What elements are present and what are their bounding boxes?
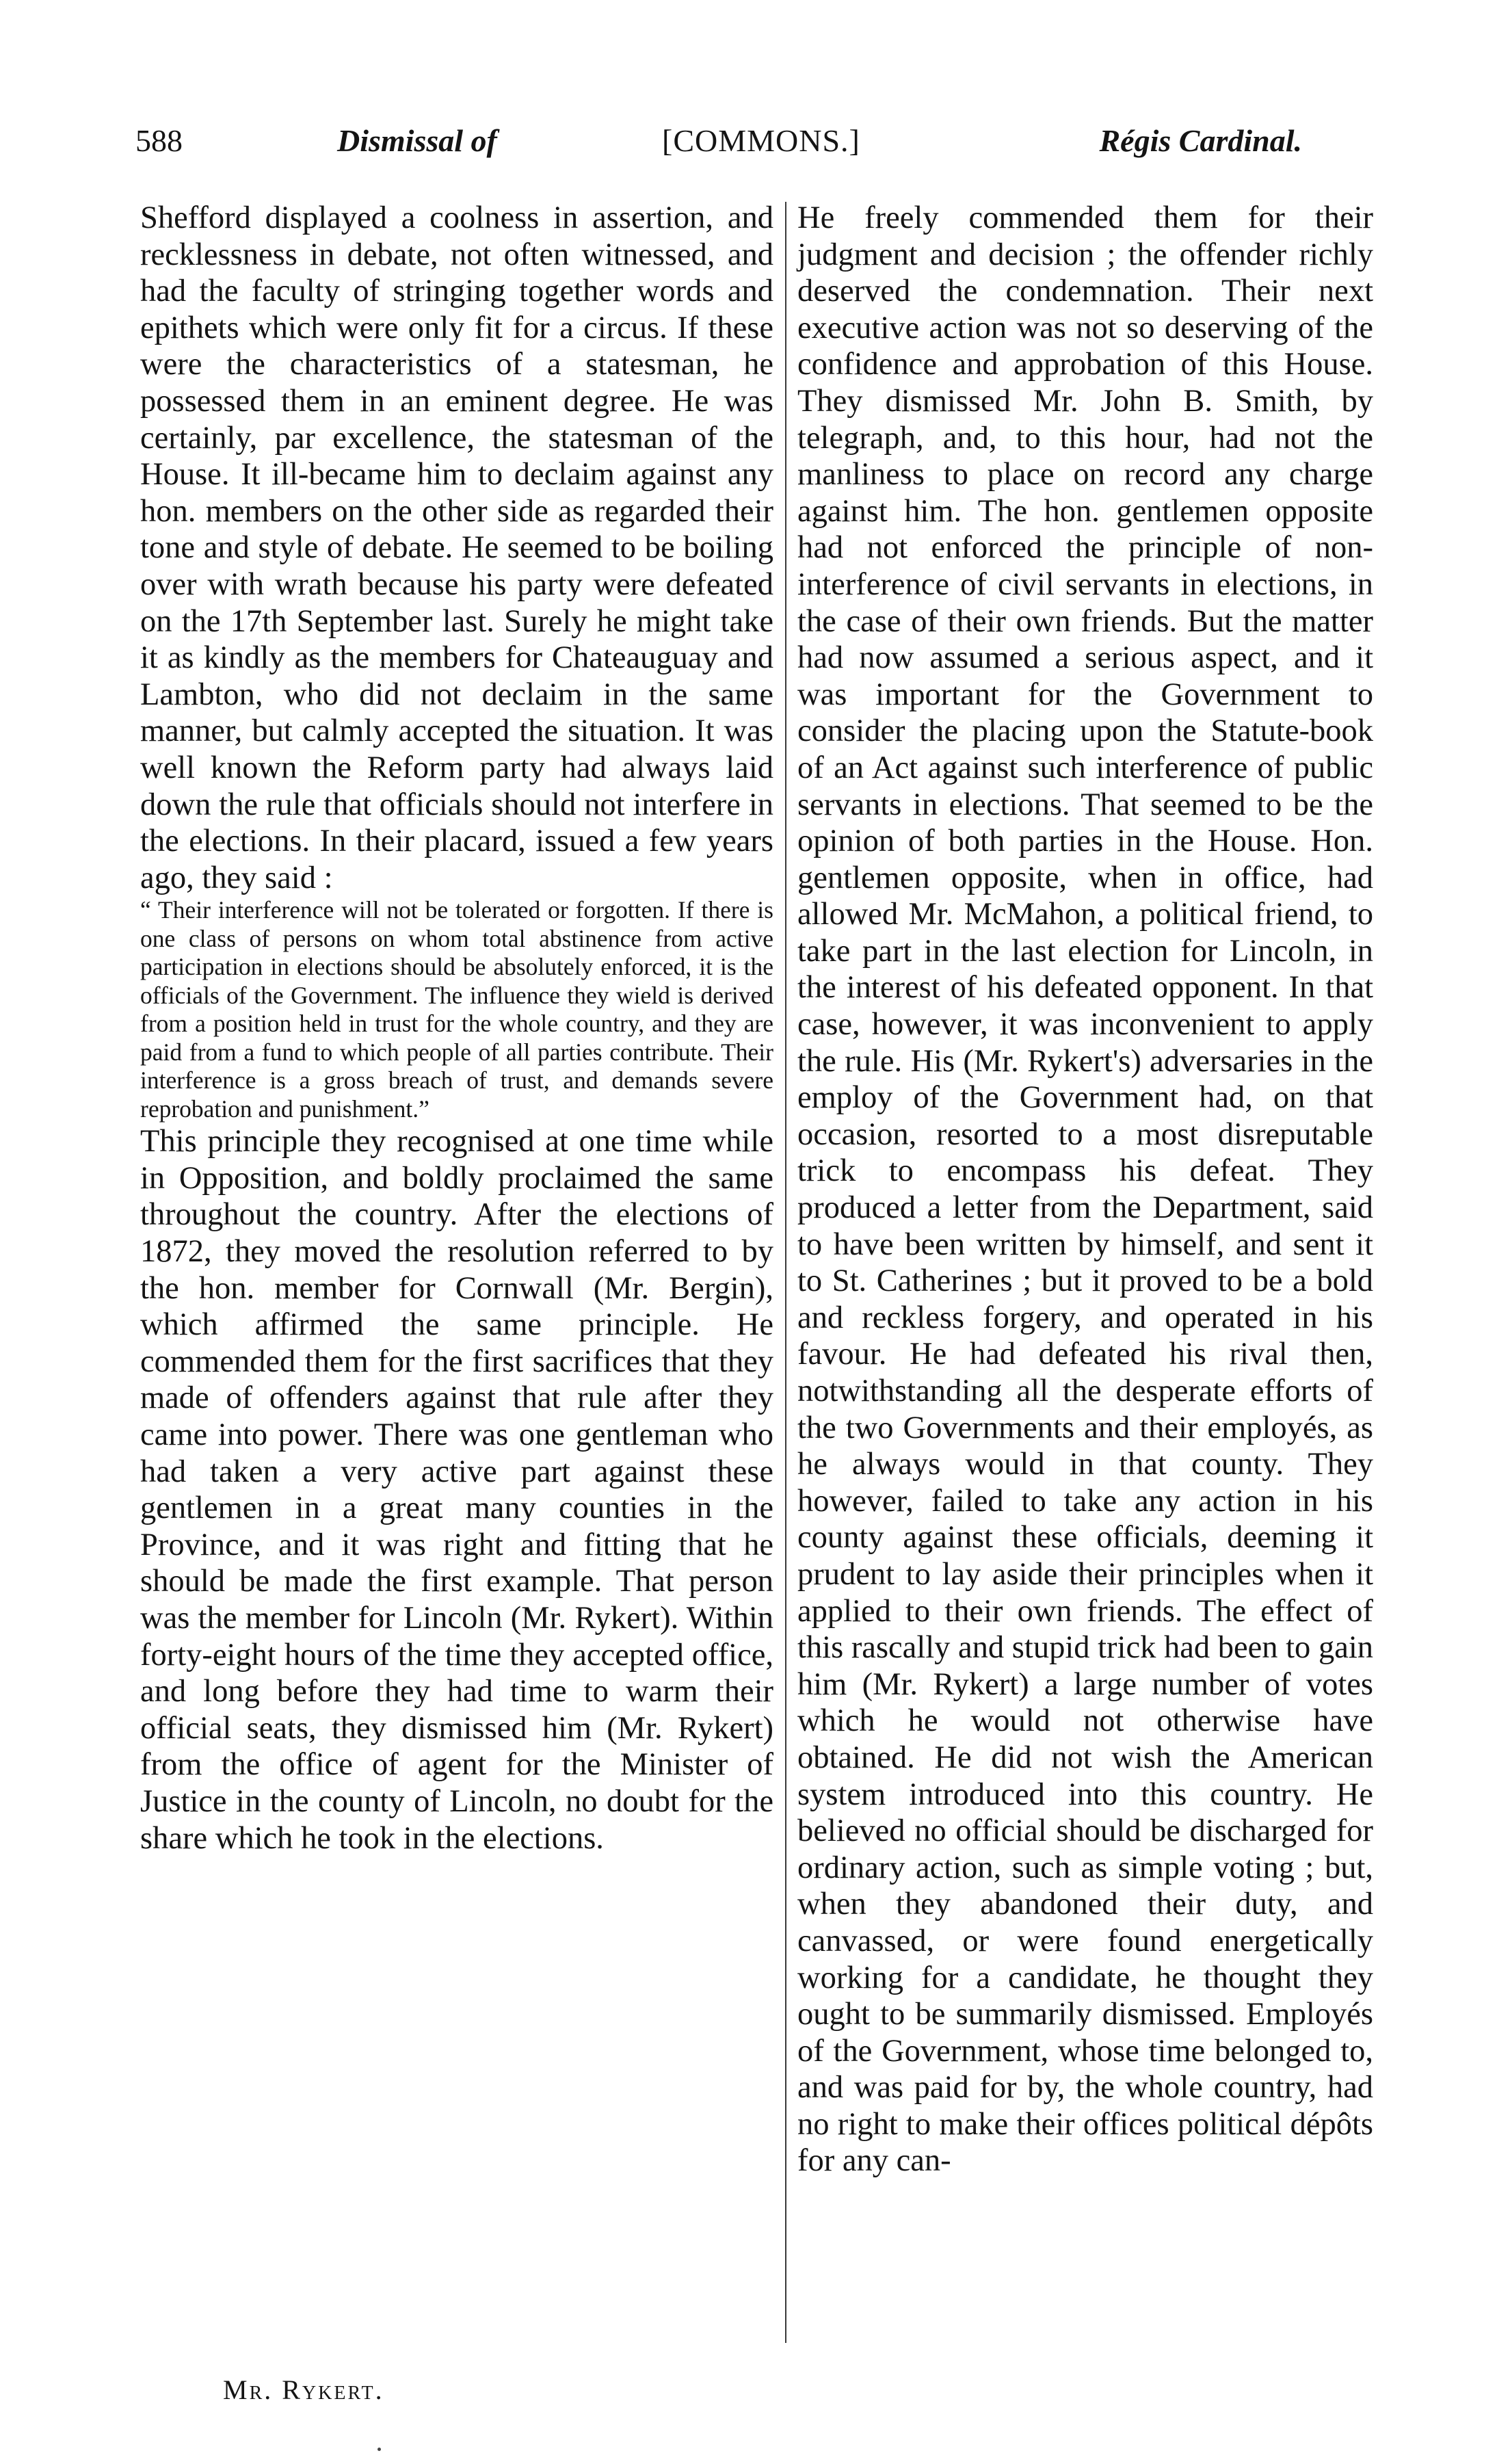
running-title-center: [COMMONS.] bbox=[662, 123, 860, 158]
running-title-left: Dismissal of bbox=[337, 123, 497, 158]
left-paragraph-2: This principle they recognised at one time while in Opposition, and boldly proclaimed the same throughout the country. After the elections of 1872, they moved the resolution referred to by the hon. member for Cornwall (Mr. Bergin), which affirmed the same principle. He commended them for the first sacrifices that they made of offenders against that rule after they came into power. There was one gentleman who had taken a very active part against these gentlemen in a great many counties in the Province, and it was right and fitting that he should be made the first example. That person was the member for Lincoln (Mr. Rykert). Within forty-eight hours of the time they accepted office, and long before they had time to warm their official seats, they dismissed him (Mr. Rykert) from the office of agent for the Minister of Justice in the county of Lincoln, no doubt for the share which he took in the elections. bbox=[140, 1124, 773, 1856]
running-title-right: Régis Cardinal. bbox=[1099, 123, 1302, 158]
left-paragraph-1: Shefford displayed a coolness in assertion, and recklessness in debate, not often witnessed, and had the faculty of stringing together words and epithets which were only fit for a circus. If these were the characteristics of a statesman, he possessed them in an eminent degree. He was certainly, par excellence, the statesman of the House. It ill-became him to declaim against any hon. members on the other side as regarded their tone and style of debate. He seemed to be boiling over with wrath because his party were defeated on the 17th September last. Surely he might take it as kindly as the members for Chateauguay and Lambton, who did not declaim in the same manner, but calmly accepted the situation. It was well known the Reform party had always laid down the rule that officials should not interfere in the elections. In their placard, issued a few years ago, they said : bbox=[140, 200, 773, 895]
right-paragraph-1: He freely commended them for their judgment and decision ; the offender richly deserved the condemnation. Their next executive action was not so deserving of the confidence and approbation of this House. They dismissed Mr. John B. Smith, by telegraph, and, to this hour, had not the manliness to place on record any charge against him. The hon. gentlemen opposite had not enforced the principle of non-interference of civil servants in elections, in the case of their own friends. But the matter had now assumed a serious aspect, and it was important for the Government to consider the placing upon the Statute-book of an Act against such interference of public servants in elections. That seemed to be the opinion of both parties in the House. Hon. gentlemen opposite, when in office, had allowed Mr. McMahon, a political friend, to take part in the last election for Lincoln, in the interest of his defeated opponent. In that case, however, it was inconvenient to apply the rule. His (Mr. Rykert's) adversaries in the employ of the Government had, on that occasion, resorted to a most disreputable trick to encompass his defeat. They produced a letter from the Department, said to have been written by himself, and sent it to St. Catherines ; but it proved to be a bold and reckless forgery, and operated in his favour. He had defeated his rival then, notwithstanding all the desperate efforts of the two Governments and their employés, as he always would in that county. They however, failed to take any action in his county against these officials, deeming it prudent to lay aside their principles when it applied to their own friends. The effect of this rascally and stupid trick had been to gain him (Mr. Rykert) a large number of votes which he would not otherwise have obtained. He did not wish the American system introduced into this country. He believed no official should be discharged for ordinary action, such as simple voting ; but, when they abandoned their duty, and canvassed, or were found energetically working for a candidate, he thought they ought to be summarily dismissed. Employés of the Government, whose time belonged to, and was paid for by, the whole country, had no right to make their offices political dépôts for any can- bbox=[797, 200, 1373, 2179]
left-column bbox=[140, 200, 773, 1857]
print-mark bbox=[378, 2448, 381, 2451]
speaker-label: Mr. Rykert. bbox=[223, 2374, 384, 2405]
page-number: 588 bbox=[135, 123, 183, 158]
page-header bbox=[135, 120, 1302, 175]
placard-quote: “ Their interference will not be tolerated or forgotten. If there is one class of persons on whom total abstinence from active participation in elections should be absolutely enforced, it is the officials of the Government. The influence they wield is derived from a position held in trust for the whole country, and they are paid from a fund to which people of all parties contribute. Their interference is a gross breach of trust, and demands severe reprobation and punishment.” bbox=[140, 896, 773, 1123]
column-divider bbox=[785, 202, 786, 2343]
right-column bbox=[797, 200, 1373, 2179]
